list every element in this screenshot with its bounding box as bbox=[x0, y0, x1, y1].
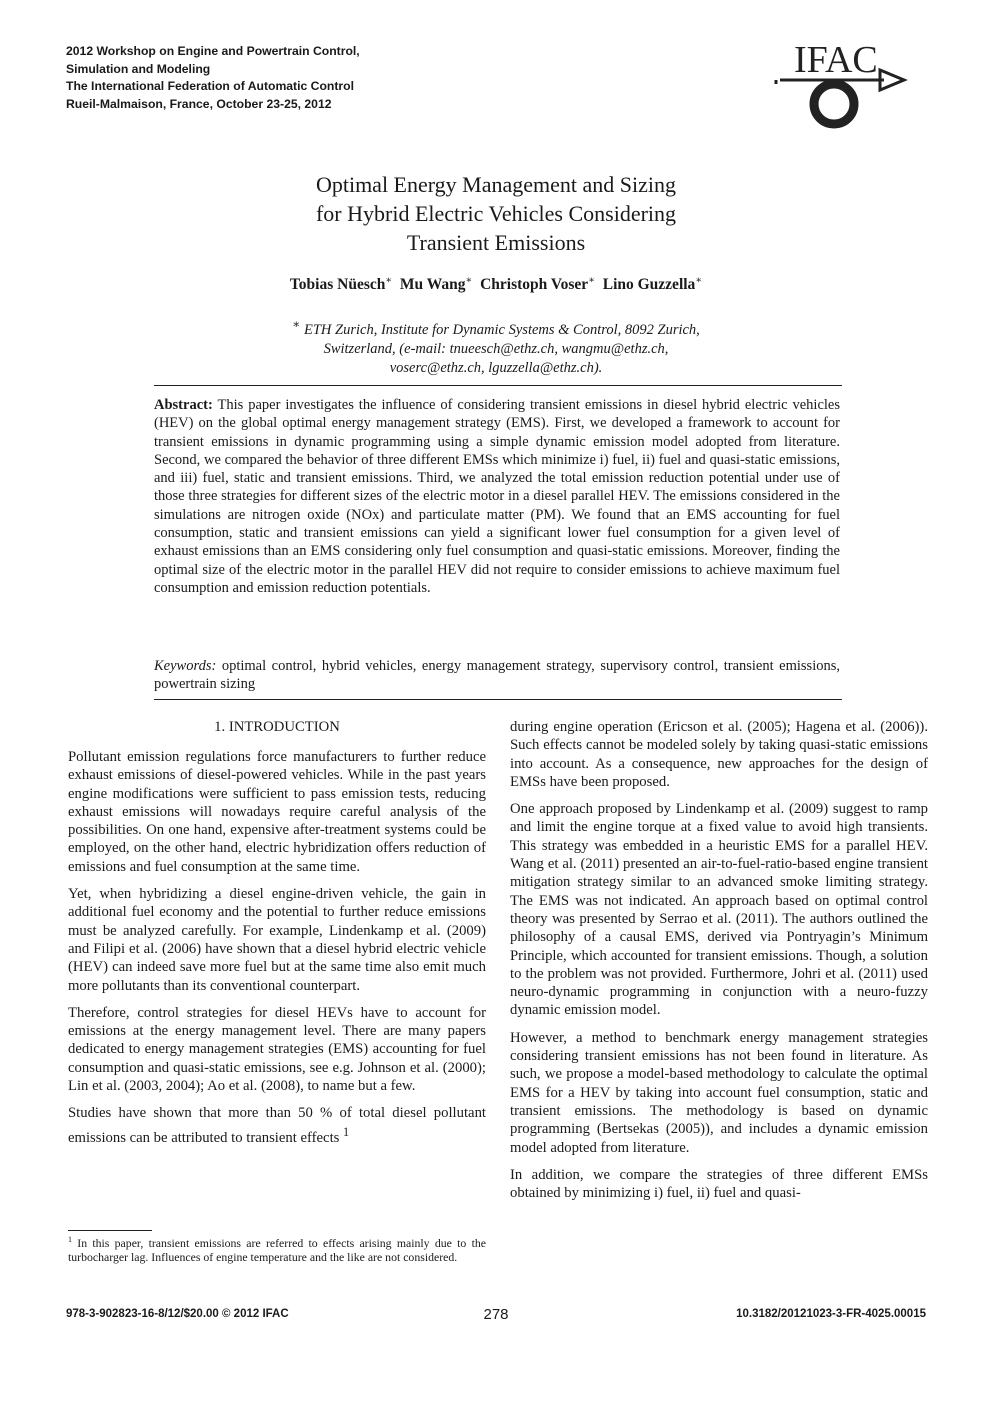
abstract bbox=[154, 396, 840, 597]
conference-header bbox=[66, 43, 486, 113]
ifac-logo-text: IFAC bbox=[794, 39, 878, 81]
right-column bbox=[510, 718, 928, 1211]
abstract-top-rule bbox=[154, 385, 842, 386]
author-name: Mu Wang bbox=[399, 276, 466, 294]
abstract-label: Abstract: bbox=[154, 397, 213, 413]
affiliation-line-3: voserc@ethz.ch, lguzzella@ethz.ch). bbox=[389, 359, 603, 376]
paragraph: In addition, we compare the strategies of three different EMSs obtained by minimizing i) fuel, ii) fuel and quasi- bbox=[510, 1166, 928, 1202]
keywords-text: optimal control, hybrid vehicles, energy management strategy, supervisory control, transient emissions, powertrain sizing bbox=[154, 658, 840, 693]
ifac-logo-icon bbox=[772, 36, 912, 130]
author-name: Tobias Nüesch bbox=[289, 276, 386, 294]
paragraph-text: Studies have shown that more than 50 % of total diesel pollutant emissions can be attributed to transient effects bbox=[68, 1105, 486, 1146]
author-mark: ∗ bbox=[385, 275, 393, 286]
affiliation-mark: ∗ bbox=[292, 317, 301, 331]
section-heading: 1. INTRODUCTION bbox=[214, 719, 340, 735]
title-line-2: for Hybrid Electric Vehicles Considering bbox=[315, 201, 677, 226]
title-line-3: Transient Emissions bbox=[406, 230, 586, 255]
paragraph bbox=[68, 1104, 486, 1146]
author-list bbox=[150, 275, 842, 294]
conference-line-4: Rueil-Malmaison, France, October 23-25, 2012 bbox=[66, 96, 332, 111]
page-number: 278 bbox=[483, 1306, 509, 1323]
isbn: 978-3-902823-16-8/12/$20.00 © 2012 IFAC bbox=[66, 1308, 289, 1320]
keywords bbox=[154, 657, 840, 694]
conference-line-3: The International Federation of Automatic Control bbox=[66, 79, 354, 93]
paper-title bbox=[150, 170, 842, 257]
abstract-text: This paper investigates the influence of considering transient emissions in diesel hybrid electric vehicles (HEV) on the global optimal energy management strategy (EMS). First, we developed a framework to account for transient emissions in dynamic programming using a simple dynamic emission model adopted from literature. Second, we compared the behavior of three different EMSs which minimize i) fuel, ii) fuel and quasi-static emissions, and iii) fuel, static and transient emissions. Third, we analyzed the total emission reduction potential under use of those three strategies for different sizes of the electric motor in a diesel parallel HEV. The emissions considered in the simulations are nitrogen oxide (NOx) and particulate matter (PM). We found that an EMS accounting for fuel consumption, static and transient emissions can yield a significant lower fuel consumption for a given level of exhaust emissions than an EMS considering only fuel consumption and quasi-static emissions. Moreover, finding the optimal size of the electric motor in the parallel HEV did not require to consider emissions to achieve maximum fuel consumption and emission reduction potentials. bbox=[154, 397, 840, 596]
footnote-ref[interactable]: 1 bbox=[343, 1124, 350, 1139]
title-line-1: Optimal Energy Management and Sizing bbox=[315, 172, 677, 197]
footnote-text: In this paper, transient emissions are referred to effects arising mainly due to the turbocharger lag. Influences of engine temperature and the like are not considered. bbox=[68, 1235, 486, 1265]
conference-line-2: Simulation and Modeling bbox=[66, 61, 211, 76]
affiliation-line-2: Switzerland, (e-mail: tnueesch@ethz.ch, wangmu@ethz.ch, bbox=[323, 340, 669, 357]
author-mark: ∗ bbox=[695, 275, 703, 286]
footnote-mark: 1 bbox=[68, 1235, 72, 1244]
footnote-rule bbox=[68, 1230, 152, 1231]
author-mark: ∗ bbox=[465, 275, 473, 286]
author-mark: ∗ bbox=[588, 275, 595, 286]
affiliation bbox=[150, 315, 842, 378]
doi[interactable]: 10.3182/20121023-3-FR-4025.00015 bbox=[736, 1308, 926, 1320]
keywords-label: Keywords: bbox=[154, 658, 217, 674]
paragraph: Therefore, control strategies for diesel HEVs have to account for emissions at the energy management level. There are many papers dedicated to energy management strategies (EMS) accounting for fuel consumption and quasi-static emissions, see e.g. Johnson et al. (2000); Lin et al. (2003, 2004); Ao et al. (2008), to name but a few. bbox=[68, 1004, 486, 1095]
paragraph: However, a method to benchmark energy management strategies considering transient emissions has not been found in literature. As such, we propose a model-based methodology to calculate the optimal EMS for a HEV by taking into account fuel consumption, static and transient emissions. The methodology is based on dynamic programming (Bertsekas (2005)), and includes a dynamic emission model adopted from literature. bbox=[510, 1029, 928, 1156]
conference-line-1: 2012 Workshop on Engine and Powertrain Control, bbox=[66, 44, 360, 58]
author-name: Lino Guzzella bbox=[602, 276, 696, 294]
footnote bbox=[68, 1233, 486, 1265]
affiliation-line-1: ETH Zurich, Institute for Dynamic Systems & Control, 8092 Zurich, bbox=[304, 321, 700, 338]
paragraph: during engine operation (Ericson et al. (2005); Hagena et al. (2006)). Such effects cannot be modeled solely by taking quasi-static emissions into account. As a consequence, new approaches for the design of EMSs have been proposed. bbox=[510, 719, 928, 790]
left-column bbox=[68, 718, 486, 1156]
paragraph: Pollutant emission regulations force manufacturers to further reduce exhaust emissions of diesel-powered vehicles. While in the past years engine modifications were sufficient to pass emission tests, reducing exhaust emissions will nowadays require careful analysis of the possibilities. On one hand, expensive after-treatment systems could be employed, on the other hand, electric hybridization offers reduction of emissions and fuel consumption at the same time. bbox=[68, 749, 486, 875]
page-footer bbox=[66, 1306, 926, 1326]
paragraph: Yet, when hybridizing a diesel engine-driven vehicle, the gain in additional fuel economy and the potential to further reduce emissions must be analyzed carefully. For example, Lindenkamp et al. (2009) and Filipi et al. (2006) have shown that a diesel hybrid electric vehicle (HEV) can indeed save more fuel but at the same time also emit much more pollutants than its conventional counterpart. bbox=[68, 886, 486, 994]
author-name: Christoph Voser bbox=[480, 276, 589, 294]
paragraph: One approach proposed by Lindenkamp et al. (2009) suggest to ramp and limit the engine torque at a fixed value to avoid high transients. This strategy was embedded in a heuristic EMS for a parallel HEV. Wang et al. (2011) presented an air-to-fuel-ratio-based engine transient mitigation strategy similar to an advanced smoke limiting strategy. The EMS was not indicated. An approach based on optimal control theory was presented by Serrao et al. (2011). The authors outlined the philosophy of a causal EMS, derived via Pontryagin’s Minimum Principle, which accounted for transient emissions. Though, a solution to the problem was not provided. Furthermore, Johri et al. (2011) used neuro-dynamic programming in conjunction with a neuro-fuzzy dynamic emission model. bbox=[510, 801, 928, 1019]
abstract-bottom-rule bbox=[154, 699, 842, 700]
